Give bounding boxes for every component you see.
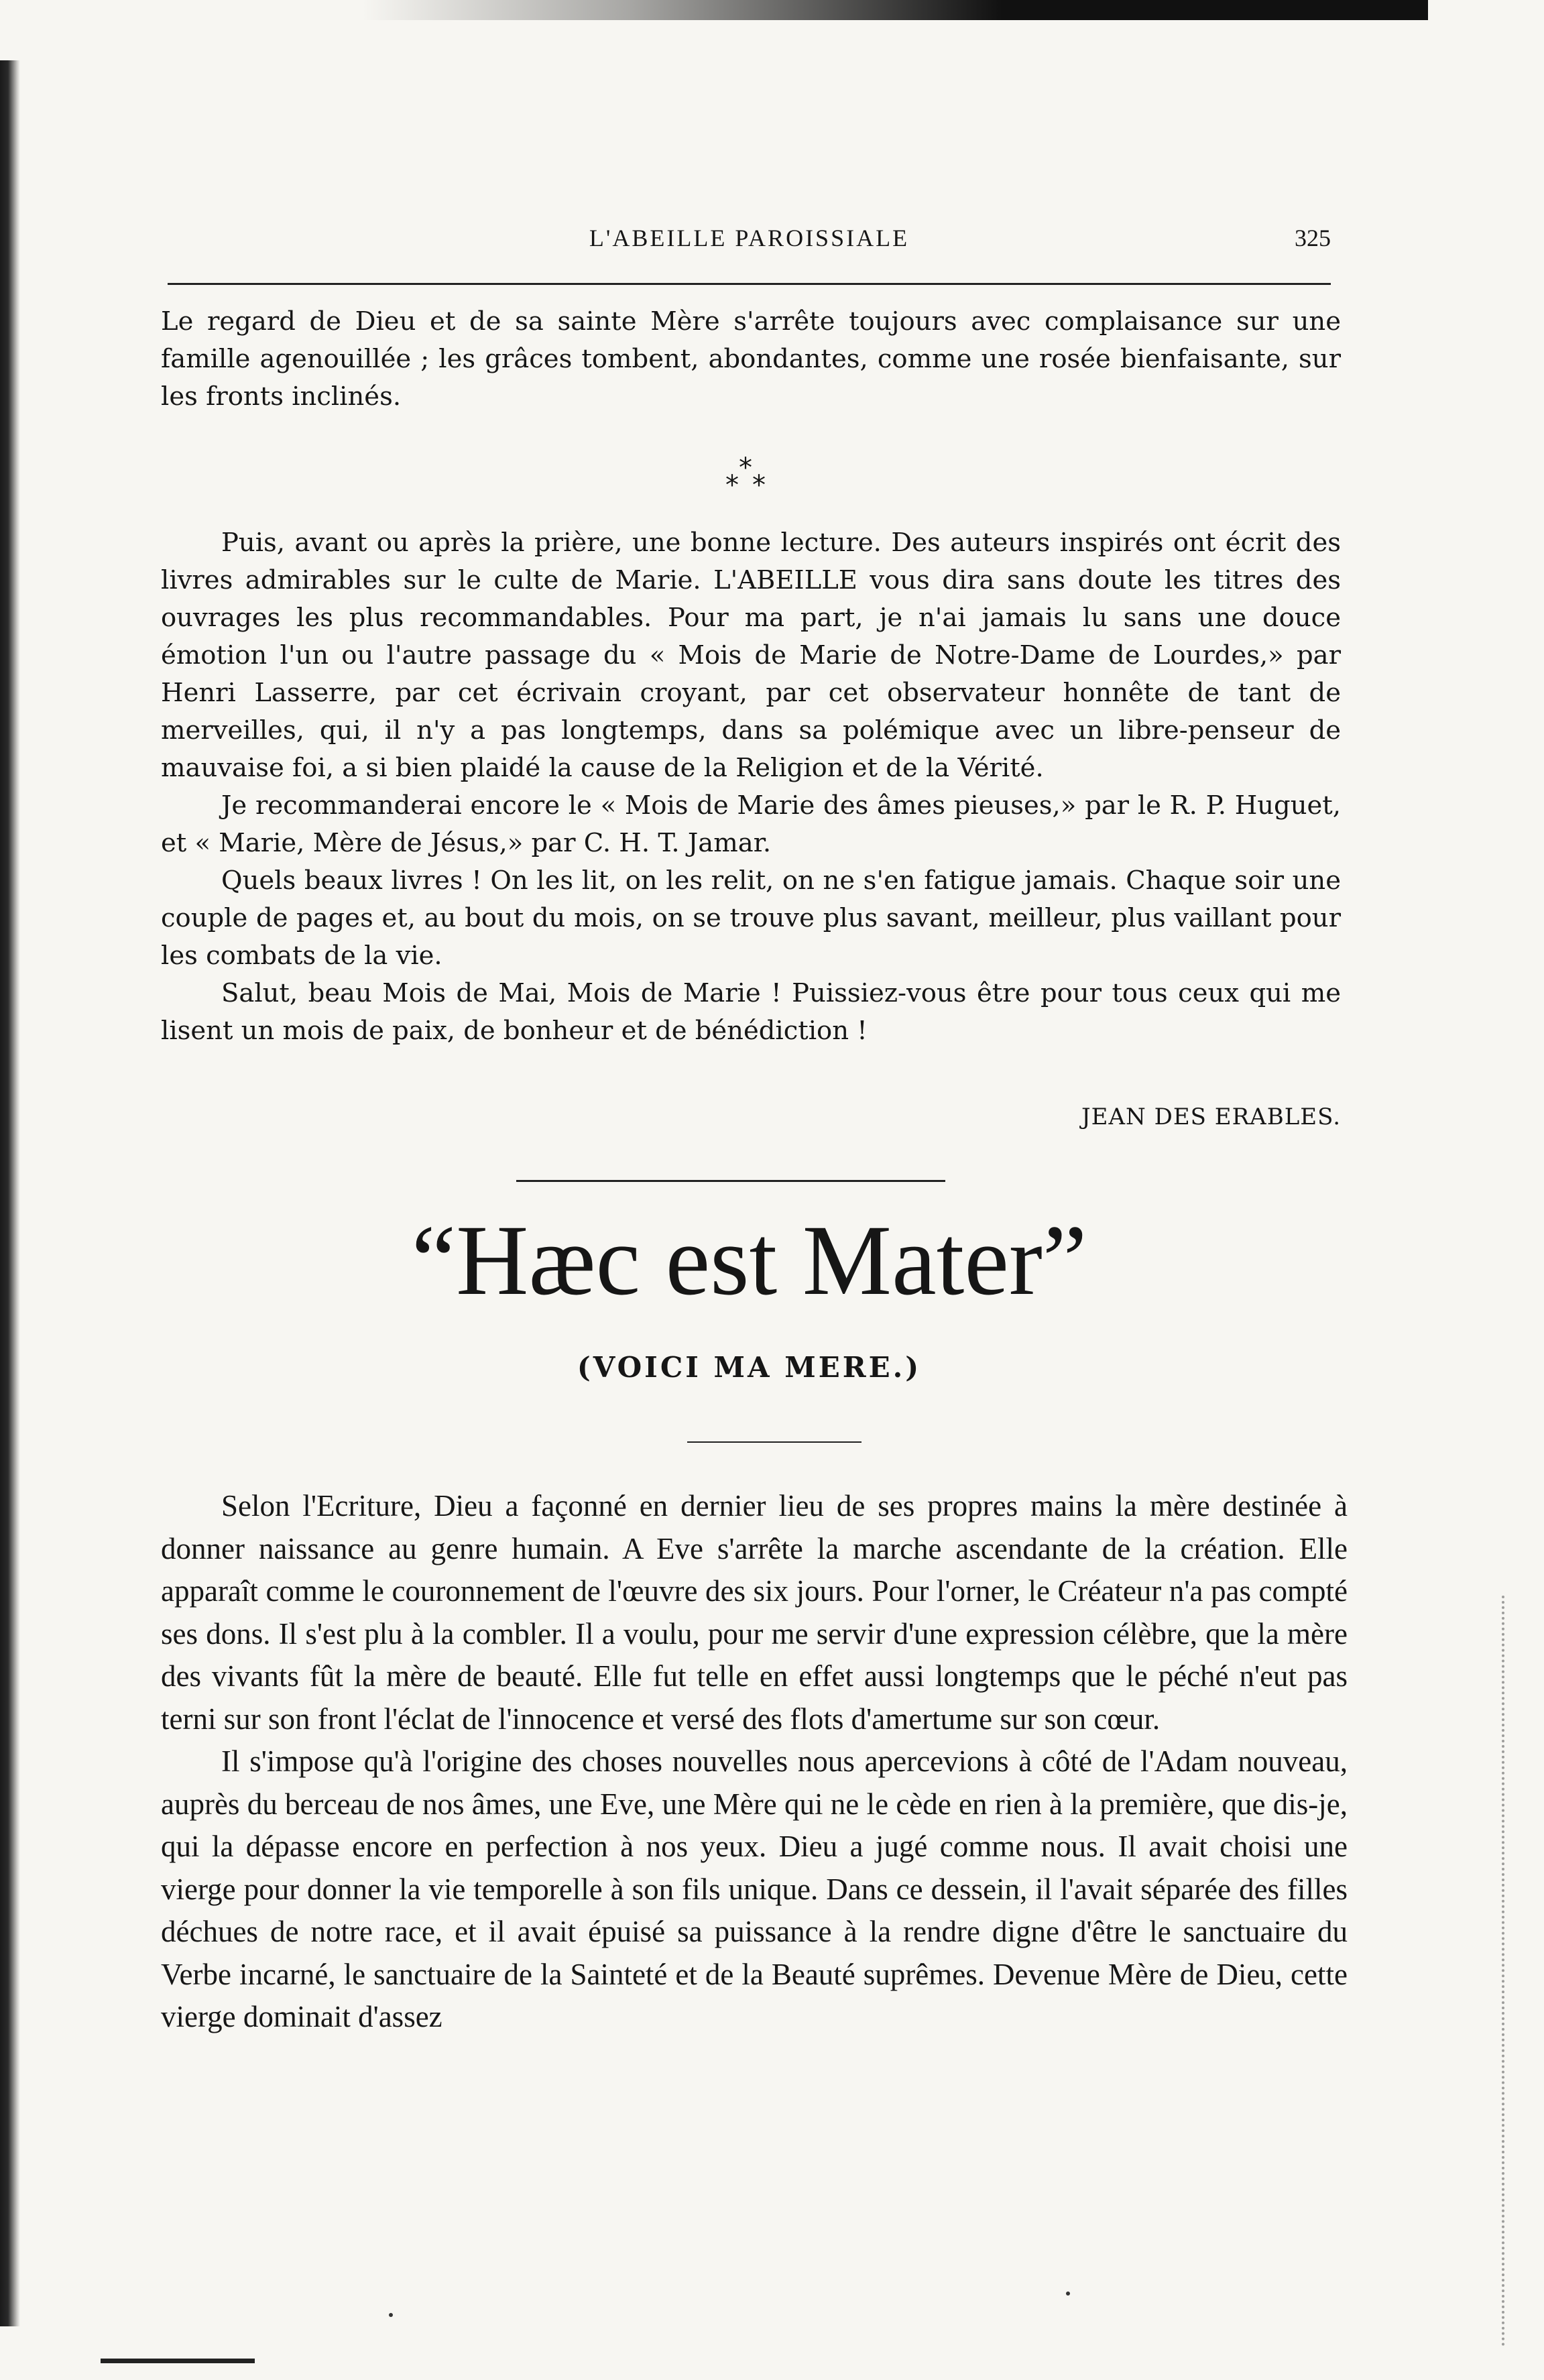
paragraph: Le regard de Dieu et de sa sainte Mère s'arrête toujours avec complaisance sur une famille agenouillée ; les grâces tombent, abondantes, comme une rosée bienfaisante, sur les fronts inclinés. xyxy=(161,306,1341,412)
article-subtitle: (VOICI MA MERE.) xyxy=(577,1351,922,1384)
article-title: “Hæc est Mater” xyxy=(411,1205,1087,1316)
asterism xyxy=(711,453,791,513)
paragraph: Il s'impose qu'à l'origine des choses nouvelles nous apercevions à côté de l'Adam nouveau, auprès du berceau de nos âmes, une Eve, une Mère qui ne le cède en rien à la première, que dis-je, qui la dépasse encore en perfection à nos yeux. Dieu a jugé comme nous. Il avait choisi une vierge pour donner la vie temporelle à son fils unique. Dans ce dessein, il l'avait séparée des filles déchues de notre race, et il avait épuisé sa puissance à la rendre digne d'être le sanctuaire du Verbe incarné, le sanctuaire de la Sainteté et de la Beauté suprêmes. Devenue Mère de Dieu, cette vierge dominait d'assez xyxy=(161,1744,1348,2033)
stray-mark xyxy=(1066,2292,1070,2296)
author-signature xyxy=(1006,1104,1341,1130)
scan-mark-bottom xyxy=(101,2359,255,2363)
subtitle-rule xyxy=(687,1441,862,1443)
article1-body xyxy=(161,524,1341,1050)
paragraph: Puis, avant ou après la prière, une bonne lecture. Des auteurs inspirés ont écrit des livres admirables sur le culte de Marie. L'ABEILLE vous dira sans doute les titres des ouvrages les plus recommandables. Pour ma part, je n'ai jamais lu sans une douce émotion l'un ou l'autre passage du « Mois de Marie de Notre-Dame de Lourdes,» par Henri Lasserre, par cet écrivain croyant, par cet observateur honnête de tant de merveilles, qui, il n'y a pas longtemps, dans sa polémique avec un libre-penseur de mauvaise foi, a si bien plaidé la cause de la Religion et de la Vérité. xyxy=(161,528,1341,783)
page-number: 325 xyxy=(1295,225,1331,251)
running-title: L'ABEILLE PAROISSIALE xyxy=(589,225,910,251)
section-rule xyxy=(516,1180,945,1182)
header-rule xyxy=(168,283,1331,285)
signature-text: JEAN DES ERABLES. xyxy=(1081,1104,1341,1130)
asterism-star: * xyxy=(725,470,739,501)
scan-edge-left xyxy=(0,60,20,2326)
paragraph: Je recommanderai encore le « Mois de Marie des âmes pieuses,» par le R. P. Huguet, et « Marie, Mère de Jésus,» par C. H. T. Jamar. xyxy=(161,790,1341,858)
article2-body xyxy=(161,1485,1348,2039)
stray-mark xyxy=(389,2313,393,2317)
scan-edge-right xyxy=(1502,1596,1517,2346)
scan-edge-top xyxy=(362,0,1428,20)
paragraph: Salut, beau Mois de Mai, Mois de Marie ! Puissiez-vous être pour tous ceux qui me lisent un mois de paix, de bonheur et de bénédiction ! xyxy=(161,978,1341,1046)
asterism-star: * xyxy=(739,453,752,483)
paragraph: Selon l'Ecriture, Dieu a façonné en dernier lieu de ses propres mains la mère destinée à donner naissance au genre humain. A Eve s'arrête la marche ascendante de la création. Elle apparaît comme le couronnement de l'œuvre des six jours. Pour l'orner, le Créateur n'a pas compté ses dons. Il s'est plu à la combler. Il a voulu, pour me servir d'une expression célèbre, que la mère des vivants fût la mère de beauté. Elle fut telle en effet aussi longtemps que le péché n'eut pas terni sur son front l'éclat de l'innocence et versé des flots d'amertume sur son cœur. xyxy=(161,1489,1348,1736)
running-head xyxy=(168,221,1331,261)
article1-opening xyxy=(161,303,1341,416)
asterism-star: * xyxy=(752,470,766,501)
paragraph: Quels beaux livres ! On les lit, on les relit, on ne s'en fatigue jamais. Chaque soir une couple de pages et, au bout du mois, on se trouve plus savant, meilleur, plus vaillant pour les combats de la vie. xyxy=(161,866,1341,971)
